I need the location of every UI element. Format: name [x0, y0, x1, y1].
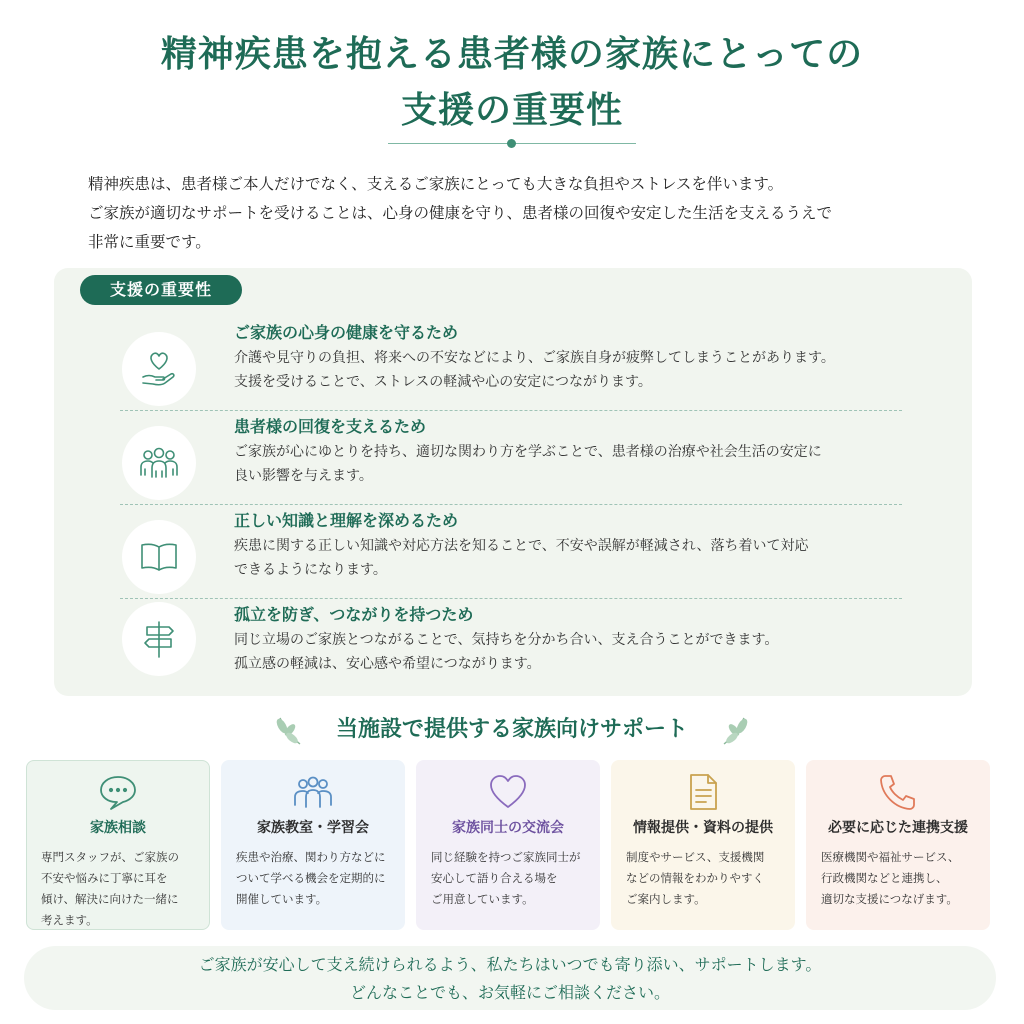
importance-item-text: 支援を受けることで、ストレスの軽減や心の安定につながります。 — [234, 374, 652, 390]
importance-item-text: ご家族が心にゆとりを持ち、適切な関わり方を学ぶことで、患者様の治療や社会生活の安定に — [234, 444, 822, 460]
importance-item-text: 孤立感の軽減は、安心感や希望につながります。 — [234, 656, 541, 672]
service-card-text: ご用意しています。 — [431, 892, 534, 906]
page-title — [0, 26, 1024, 138]
service-card-title: 家族相談 — [90, 820, 146, 836]
group-icon — [122, 426, 196, 500]
service-card-text: 安心して語り合える場を — [431, 871, 558, 885]
people-icon — [222, 771, 404, 811]
service-card-coordination[interactable] — [806, 760, 990, 930]
importance-item-body — [234, 346, 902, 394]
heart-hand-icon — [122, 332, 196, 406]
service-card-body — [821, 847, 983, 910]
service-card-body — [431, 847, 593, 910]
footer-line: どんなことでも、お気軽にご相談ください。 — [349, 983, 670, 1002]
service-card-body — [626, 847, 788, 910]
page-title-line2: 支援の重要性 — [400, 89, 623, 131]
importance-item-title: 正しい知識と理解を深めるため — [234, 511, 459, 530]
importance-item-connection — [120, 600, 902, 693]
service-card-text: 開催しています。 — [236, 892, 328, 906]
service-card-title: 家族同士の交流会 — [452, 820, 564, 836]
service-card-family-class[interactable] — [221, 760, 405, 930]
service-card-consultation[interactable] — [26, 760, 210, 930]
service-card-text: 疾患や治療、関わり方などに — [236, 850, 386, 864]
intro-text — [88, 170, 958, 257]
service-card-text: 考えます。 — [41, 913, 98, 927]
service-card-text: 同じ経験を持つご家族同士が — [431, 850, 581, 864]
importance-item-knowledge — [120, 506, 902, 599]
importance-item-title: 孤立を防ぎ、つながりを持つため — [234, 605, 474, 624]
importance-item-text: 同じ立場のご家族とつながることで、気持ちを分かち合い、支え合うことができます。 — [234, 632, 779, 648]
importance-item-body — [234, 440, 902, 488]
service-card-text: 医療機関や福祉サービス、 — [821, 850, 960, 864]
leaf-icon-right — [718, 712, 754, 748]
importance-item-title: ご家族の心身の健康を守るため — [234, 323, 459, 342]
signpost-icon — [122, 602, 196, 676]
service-card-text: 制度やサービス、支援機関 — [626, 850, 765, 864]
document-icon — [612, 771, 794, 811]
service-card-text: 行政機関などと連携し、 — [821, 871, 948, 885]
importance-item-title: 患者様の回復を支えるため — [234, 417, 427, 436]
book-icon — [122, 520, 196, 594]
importance-item-text: 良い影響を与えます。 — [234, 468, 373, 484]
intro-line: 精神疾患は、患者様ご本人だけでなく、支えるご家族にとっても大きな負担やストレスを伴います。 — [88, 175, 784, 193]
service-card-body — [41, 847, 203, 931]
service-card-body — [236, 847, 398, 910]
title-divider-dot — [507, 139, 516, 148]
footer-line: ご家族が安心して支え続けられるよう、私たちはいつでも寄り添い、サポートします。 — [198, 955, 822, 974]
service-card-title: 必要に応じた連携支援 — [828, 820, 968, 836]
footer-message — [24, 946, 996, 1010]
service-card-text: ご案内します。 — [626, 892, 706, 906]
intro-line: 非常に重要です。 — [88, 233, 211, 251]
intro-line: ご家族が適切なサポートを受けることは、心身の健康を守り、患者様の回復や安定した生活を支えるうえで — [88, 204, 833, 222]
services-title: 当施設で提供する家族向けサポート — [335, 717, 688, 742]
service-card-text: 傾け、解決に向けた一緒に — [41, 892, 179, 906]
importance-item-recovery — [120, 412, 902, 505]
heart-outline-icon — [417, 771, 599, 811]
service-card-text: などの情報をわかりやすく — [626, 871, 764, 885]
service-card-information[interactable] — [611, 760, 795, 930]
service-card-exchange-meeting[interactable] — [416, 760, 600, 930]
service-card-title: 情報提供・資料の提供 — [633, 820, 773, 836]
importance-item-health — [120, 318, 902, 411]
chat-bubble-icon — [27, 771, 209, 811]
importance-item-body — [234, 534, 902, 582]
importance-badge: 支援の重要性 — [80, 275, 242, 305]
importance-item-text: 疾患に関する正しい知識や対応方法を知ることで、不安や誤解が軽減され、落ち着いて対応 — [234, 538, 809, 554]
service-card-text: ついて学べる機会を定期的に — [236, 871, 386, 885]
service-card-title: 家族教室・学習会 — [257, 820, 369, 836]
phone-icon — [807, 771, 989, 811]
page-title-line1: 精神疾患を抱える患者様の家族にとっての — [160, 33, 864, 75]
importance-item-text: できるようになります。 — [234, 562, 387, 578]
service-card-text: 不安や悩みに丁寧に耳を — [41, 871, 168, 885]
importance-item-text: 介護や見守りの負担、将来への不安などにより、ご家族自身が疲弊してしまうことがあります。 — [234, 350, 835, 366]
service-card-text: 適切な支援につなげます。 — [821, 892, 958, 906]
importance-item-body — [234, 628, 902, 676]
service-card-text: 専門スタッフが、ご家族の — [41, 850, 179, 864]
